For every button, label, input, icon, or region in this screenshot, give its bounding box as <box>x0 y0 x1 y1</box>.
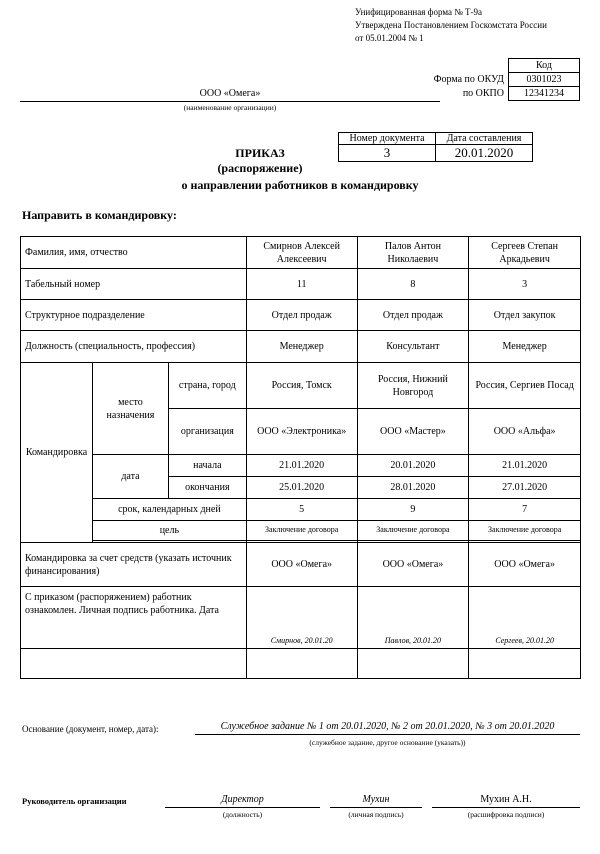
row-days <box>21 499 581 521</box>
country-city-label: страна, город <box>168 363 246 409</box>
employee-1-end: 25.01.2020 <box>246 477 357 499</box>
employee-3-end: 27.01.2020 <box>469 477 581 499</box>
employee-3-position: Менеджер <box>469 331 581 363</box>
employee-2-days: 9 <box>357 499 469 521</box>
organization-name: ООО «Омега» <box>20 88 440 102</box>
employee-2-dept: Отдел продаж <box>357 300 469 331</box>
employee-1-city: Россия, Томск <box>246 363 357 409</box>
organization-caption: (наименование организации) <box>183 103 277 112</box>
employee-3-tab: 3 <box>469 269 581 300</box>
head-decoding: Мухин А.Н. <box>432 794 580 808</box>
employee-2-signature: Павлов, 20.01.20 <box>357 587 469 649</box>
destination-label: место назначения <box>92 363 168 455</box>
document-title <box>130 146 390 176</box>
form-header-line3: от 05.01.2004 № 1 <box>355 33 424 43</box>
employee-2-org: ООО «Мастер» <box>357 409 469 455</box>
row-funding <box>21 543 581 587</box>
row-tab <box>21 269 581 300</box>
employee-3-goal: Заключение договора <box>469 521 581 541</box>
row-position <box>21 331 581 363</box>
codes-kod-label: Код <box>509 59 580 73</box>
end-label: окончания <box>168 477 246 499</box>
head-signature: Мухин <box>330 794 422 808</box>
row-empty <box>21 649 581 679</box>
head-label: Руководитель организации <box>22 796 127 806</box>
employee-1-funding: ООО «Омега» <box>246 543 357 587</box>
doc-number-value: 3 <box>339 145 436 162</box>
funding-label: Командировка за счет средств (указать источник финансирования) <box>21 543 247 587</box>
fio-label: Фамилия, имя, отчество <box>21 237 247 269</box>
okud-value: 0301023 <box>509 73 580 87</box>
row-acknowledgement <box>21 587 581 649</box>
employees-table <box>20 236 581 679</box>
basis-caption: (служебное задание, другое основание (указать)) <box>309 738 466 747</box>
employee-1-name: Смирнов Алексей Алексеевич <box>246 237 357 269</box>
employee-3-name: Сергеев Степан Аркадьевич <box>469 237 581 269</box>
employee-2-name: Палов Антон Николаевич <box>357 237 469 269</box>
okpo-value: 12341234 <box>509 87 580 101</box>
employee-2-start: 20.01.2020 <box>357 455 469 477</box>
row-start <box>21 455 581 477</box>
employee-3-start: 21.01.2020 <box>469 455 581 477</box>
row-city <box>21 363 581 409</box>
head-decoding-caption: (расшифровка подписи) <box>467 810 545 819</box>
employee-2-funding: ООО «Омега» <box>357 543 469 587</box>
employee-3-city: Россия, Сергиев Посад <box>469 363 581 409</box>
basis-label: Основание (документ, номер, дата): <box>22 724 159 734</box>
row-goal <box>21 521 581 541</box>
days-label: срок, календарных дней <box>92 499 246 521</box>
dept-label: Структурное подразделение <box>21 300 247 331</box>
doc-date-value: 20.01.2020 <box>436 145 533 162</box>
head-signature-caption: (личная подпись) <box>348 810 404 819</box>
ack-label: С приказом (распоряжением) работник ознакомлен. Личная подпись работника. Дата <box>21 587 247 649</box>
okud-label: Форма по ОКУД <box>433 74 504 85</box>
employee-3-dept: Отдел закупок <box>469 300 581 331</box>
head-position: Директор <box>165 794 320 808</box>
employee-1-dept: Отдел продаж <box>246 300 357 331</box>
title-subject: о направлении работников в командировку <box>181 178 419 192</box>
employee-1-days: 5 <box>246 499 357 521</box>
goal-label: цель <box>92 521 246 541</box>
form-header-line1: Унифицированная форма № Т-9а <box>355 7 483 17</box>
doc-date-label: Дата составления <box>436 133 533 145</box>
employee-1-goal: Заключение договора <box>246 521 357 541</box>
head-position-caption: (должность) <box>222 810 263 819</box>
row-fio <box>21 237 581 269</box>
position-label: Должность (специальность, профессия) <box>21 331 247 363</box>
employee-2-end: 28.01.2020 <box>357 477 469 499</box>
basis-value: Служебное задание № 1 от 20.01.2020, № 2 от 20.01.2020, № 3 от 20.01.2020 <box>195 721 580 735</box>
employee-2-position: Консультант <box>357 331 469 363</box>
date-label: дата <box>92 455 168 499</box>
doc-number-label: Номер документа <box>339 133 436 145</box>
tab-label: Табельный номер <box>21 269 247 300</box>
employee-2-tab: 8 <box>357 269 469 300</box>
employee-1-start: 21.01.2020 <box>246 455 357 477</box>
employee-3-funding: ООО «Омега» <box>469 543 581 587</box>
employee-1-org: ООО «Электроника» <box>246 409 357 455</box>
employee-3-signature: Сергеев, 20.01.20 <box>469 587 581 649</box>
trip-label: Командировка <box>21 363 93 543</box>
employee-1-position: Менеджер <box>246 331 357 363</box>
start-label: начала <box>168 455 246 477</box>
employee-3-org: ООО «Альфа» <box>469 409 581 455</box>
employee-1-signature: Смирнов, 20.01.20 <box>246 587 357 649</box>
okpo-label: по ОКПО <box>462 88 504 99</box>
title-rasporyazhenie: (распоряжение) <box>217 161 303 175</box>
title-prikaz: ПРИКАЗ <box>235 146 285 160</box>
employee-2-goal: Заключение договора <box>357 521 469 541</box>
employee-2-city: Россия, Нижний Новгород <box>357 363 469 409</box>
section-heading: Направить в командировку: <box>22 208 177 222</box>
employee-1-tab: 11 <box>246 269 357 300</box>
org-label: организация <box>168 409 246 455</box>
row-dept <box>21 300 581 331</box>
form-header <box>355 6 595 45</box>
employee-3-days: 7 <box>469 499 581 521</box>
form-header-line2: Утверждена Постановлением Госкомстата России <box>355 20 547 30</box>
